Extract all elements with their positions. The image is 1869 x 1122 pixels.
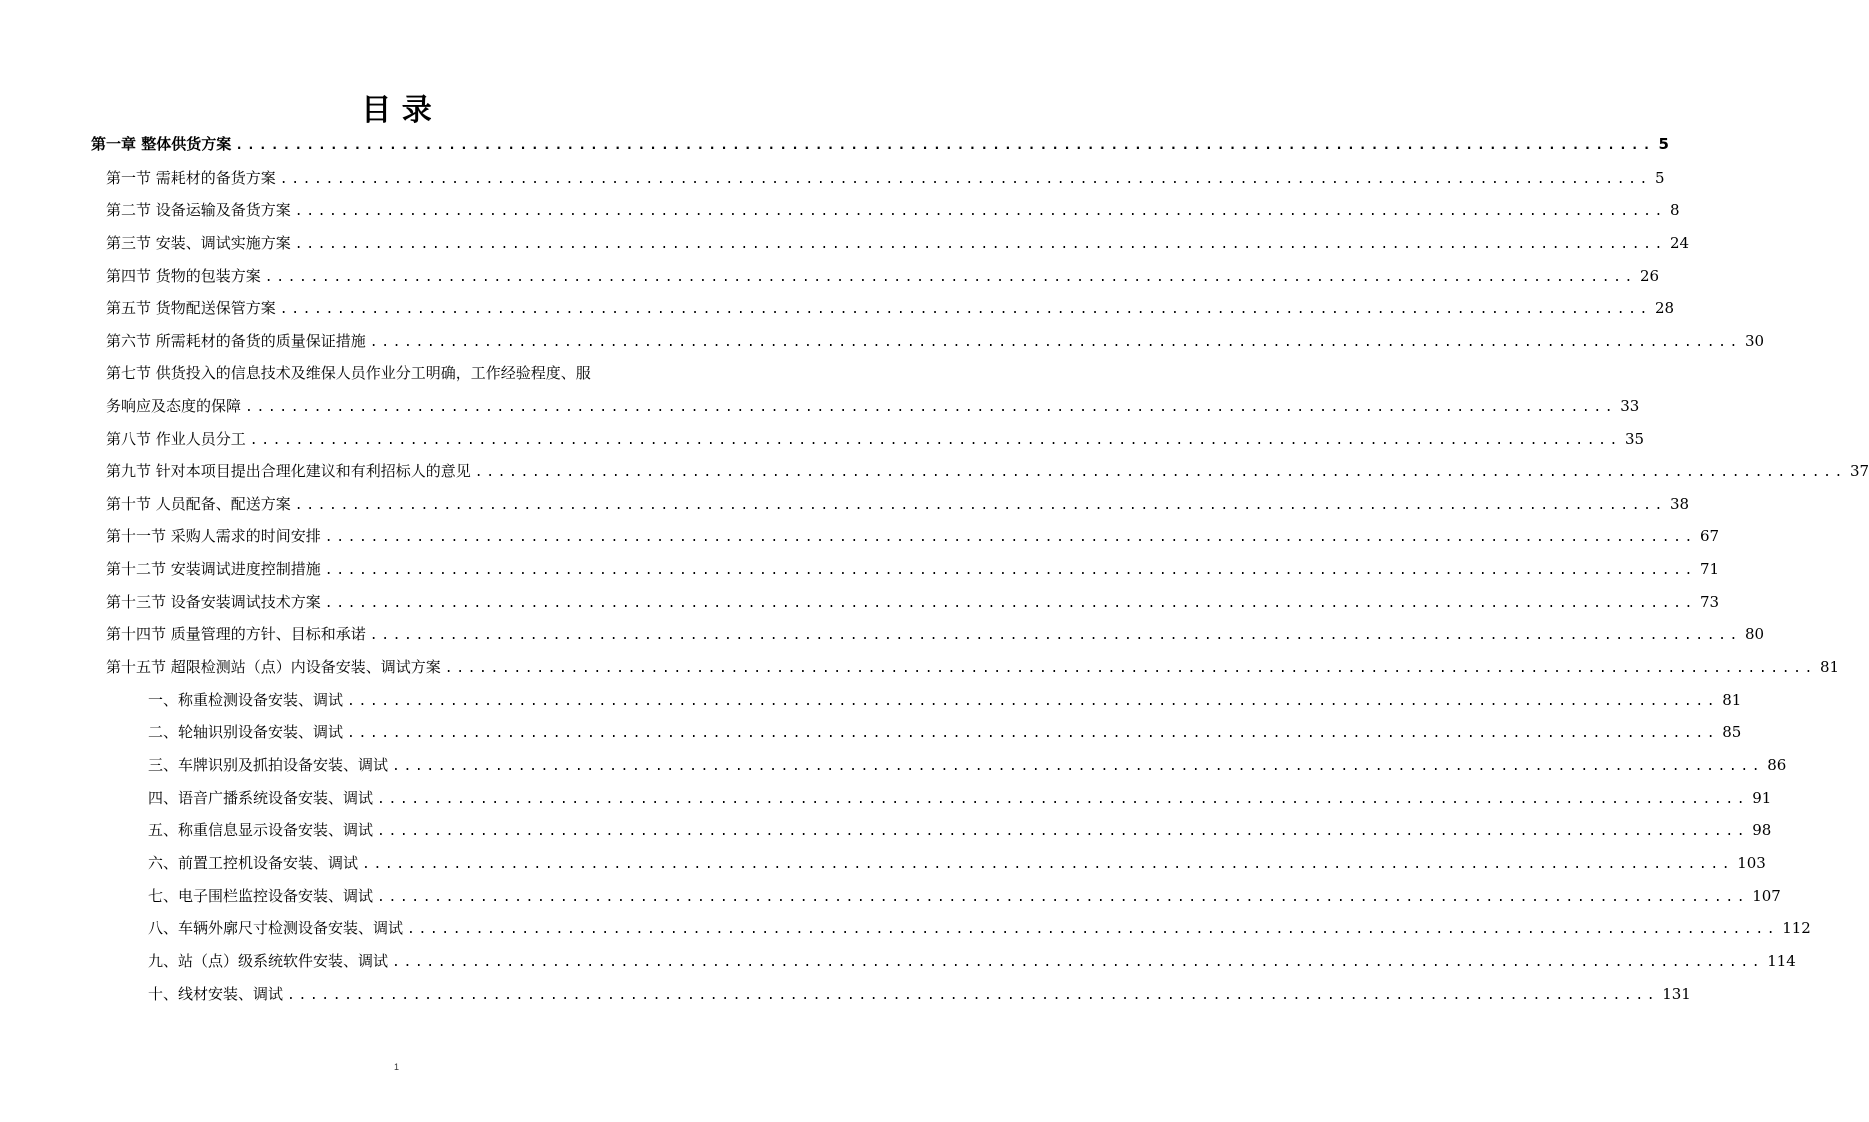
toc-label: 九、站（点）级系统软件安装、调试 bbox=[148, 952, 389, 970]
dot-leader: ........................................................................................................................ bbox=[377, 890, 1749, 905]
toc-section-1[interactable] bbox=[106, 167, 1665, 189]
dot-leader: ........................................................................................................................ bbox=[324, 563, 1696, 578]
toc-section-5[interactable] bbox=[106, 297, 1675, 319]
toc-page-number: 24 bbox=[1669, 234, 1690, 252]
toc-label: 第十二节 安装调试进度控制措施 bbox=[106, 560, 321, 578]
toc-label: 第六节 所需耗材的备货的质量保证措施 bbox=[106, 332, 366, 350]
toc-label: 第二节 设备运输及备货方案 bbox=[106, 201, 291, 219]
toc-subsection-7[interactable] bbox=[148, 885, 1781, 907]
toc-subsection-10[interactable] bbox=[148, 983, 1691, 1005]
toc-subsection-4[interactable] bbox=[148, 787, 1772, 809]
toc-section-7[interactable] bbox=[106, 395, 1640, 417]
dot-leader: ........................................................................................................................ bbox=[235, 138, 1655, 153]
toc-section-4[interactable] bbox=[106, 265, 1660, 287]
toc-page-number: 30 bbox=[1744, 332, 1765, 350]
dot-leader: ........................................................................................................................ bbox=[245, 400, 1617, 415]
toc-page-number: 26 bbox=[1639, 267, 1660, 285]
toc-section-6[interactable] bbox=[106, 330, 1765, 352]
toc-page-number: 112 bbox=[1782, 919, 1811, 937]
toc-section-8[interactable] bbox=[106, 428, 1645, 450]
dot-leader: ........................................................................................................................ bbox=[287, 988, 1659, 1003]
toc-label: 第十四节 质量管理的方针、目标和承诺 bbox=[106, 625, 366, 643]
toc-label: 六、前置工控机设备安装、调试 bbox=[148, 854, 359, 872]
toc-page-number: 81 bbox=[1819, 658, 1840, 676]
toc-subsection-3[interactable] bbox=[148, 754, 1787, 776]
toc-label: 二、轮轴识别设备安装、调试 bbox=[148, 723, 344, 741]
toc-label: 第五节 货物配送保管方案 bbox=[106, 299, 276, 317]
toc-subsection-9[interactable] bbox=[148, 950, 1796, 972]
toc-label: 第八节 作业人员分工 bbox=[106, 430, 246, 448]
dot-leader: ........................................................................................................................ bbox=[294, 498, 1666, 513]
toc-label: 第四节 货物的包装方案 bbox=[106, 267, 261, 285]
toc-label: 十、线材安装、调试 bbox=[148, 985, 284, 1003]
toc-label: 八、车辆外廓尺寸检测设备安装、调试 bbox=[148, 919, 404, 937]
toc-section-7-line1[interactable]: 第七节 供货投入的信息技术及维保人员作业分工明确，工作经验程度、服 bbox=[106, 364, 591, 382]
dot-leader: ........................................................................................................................ bbox=[279, 172, 1651, 187]
toc-label: 三、车牌识别及抓拍设备安装、调试 bbox=[148, 756, 389, 774]
toc-section-11[interactable] bbox=[106, 525, 1720, 547]
dot-leader: ........................................................................................................................ bbox=[444, 661, 1816, 676]
dot-leader: ........................................................................................................................ bbox=[369, 335, 1741, 350]
toc-page-number: 35 bbox=[1624, 430, 1645, 448]
toc-subsection-6[interactable] bbox=[148, 852, 1766, 874]
toc-page-number: 85 bbox=[1722, 723, 1742, 741]
dot-leader: ........................................................................................................................ bbox=[264, 270, 1636, 285]
toc-page-number: 81 bbox=[1722, 691, 1742, 709]
toc-page-number: 103 bbox=[1737, 854, 1766, 872]
toc-label: 第一节 需耗材的备货方案 bbox=[106, 169, 276, 187]
toc-page-number: 28 bbox=[1654, 299, 1675, 317]
toc-page-number: 37 bbox=[1849, 462, 1869, 480]
dot-leader: ........................................................................................................................ bbox=[362, 857, 1734, 872]
dot-leader: ........................................................................................................................ bbox=[279, 302, 1651, 317]
toc-page-number: 73 bbox=[1699, 593, 1720, 611]
toc-subsection-5[interactable] bbox=[148, 819, 1772, 841]
toc-page-number: 33 bbox=[1620, 397, 1640, 415]
toc-page-number: 5 bbox=[1654, 169, 1665, 187]
toc-section-14[interactable] bbox=[106, 623, 1765, 645]
toc-page-number: 86 bbox=[1767, 756, 1787, 774]
toc-section-2[interactable] bbox=[106, 199, 1680, 221]
toc-label: 第十三节 设备安装调试技术方案 bbox=[106, 593, 321, 611]
dot-leader: ........................................................................................................................ bbox=[324, 596, 1696, 611]
dot-leader: ........................................................................................................................ bbox=[347, 726, 1719, 741]
toc-page-number: 98 bbox=[1752, 821, 1772, 839]
toc-label: 第九节 针对本项目提出合理化建议和有利招标人的意见 bbox=[106, 462, 471, 480]
toc-section-15[interactable] bbox=[106, 656, 1840, 678]
toc-label: 四、语音广播系统设备安装、调试 bbox=[148, 789, 374, 807]
toc-page-number: 67 bbox=[1699, 527, 1720, 545]
dot-leader: ........................................................................................................................ bbox=[392, 955, 1764, 970]
toc-label: 第三节 安装、调试实施方案 bbox=[106, 234, 291, 252]
dot-leader: ........................................................................................................................ bbox=[369, 628, 1741, 643]
dot-leader: ........................................................................................................................ bbox=[249, 433, 1621, 448]
toc-subsection-1[interactable] bbox=[148, 689, 1742, 711]
toc-label: 第十一节 采购人需求的时间安排 bbox=[106, 527, 321, 545]
toc-label: 第十五节 超限检测站（点）内设备安装、调试方案 bbox=[106, 658, 441, 676]
toc-page-number: 131 bbox=[1662, 985, 1691, 1003]
dot-leader: ........................................................................................................................ bbox=[324, 530, 1696, 545]
dot-leader: ........................................................................................................................ bbox=[377, 792, 1749, 807]
toc-chapter-1[interactable] bbox=[91, 133, 1669, 155]
toc-label: 七、电子围栏监控设备安装、调试 bbox=[148, 887, 374, 905]
toc-section-3[interactable] bbox=[106, 232, 1690, 254]
page-footer-number: 1 bbox=[393, 1062, 399, 1072]
toc-page-number: 114 bbox=[1767, 952, 1796, 970]
toc-label: 第一章 整体供货方案 bbox=[91, 135, 232, 153]
dot-leader: ........................................................................................................................ bbox=[294, 237, 1666, 252]
toc-subsection-2[interactable] bbox=[148, 721, 1742, 743]
dot-leader: ........................................................................................................................ bbox=[377, 824, 1749, 839]
toc-label: 务响应及态度的保障 bbox=[106, 397, 242, 415]
dot-leader: ........................................................................................................................ bbox=[347, 694, 1719, 709]
page-title: 目 录 bbox=[361, 93, 432, 128]
dot-leader: ........................................................................................................................ bbox=[407, 922, 1779, 937]
toc-page-number: 38 bbox=[1669, 495, 1690, 513]
toc-page-number: 5 bbox=[1658, 135, 1669, 153]
dot-leader: ........................................................................................................................ bbox=[474, 465, 1846, 480]
toc-section-12[interactable] bbox=[106, 558, 1720, 580]
dot-leader: ........................................................................................................................ bbox=[294, 204, 1666, 219]
toc-page-number: 80 bbox=[1744, 625, 1765, 643]
toc-page-number: 8 bbox=[1669, 201, 1680, 219]
toc-page-number: 91 bbox=[1752, 789, 1772, 807]
dot-leader: ........................................................................................................................ bbox=[392, 759, 1764, 774]
toc-label: 第十节 人员配备、配送方案 bbox=[106, 495, 291, 513]
toc-label: 一、称重检测设备安装、调试 bbox=[148, 691, 344, 709]
toc-page-number: 71 bbox=[1699, 560, 1720, 578]
toc-section-9[interactable] bbox=[106, 460, 1869, 482]
toc-label: 五、称重信息显示设备安装、调试 bbox=[148, 821, 374, 839]
toc-section-13[interactable] bbox=[106, 591, 1720, 613]
toc-subsection-8[interactable] bbox=[148, 917, 1811, 939]
toc-page-number: 107 bbox=[1752, 887, 1781, 905]
toc-section-10[interactable] bbox=[106, 493, 1690, 515]
